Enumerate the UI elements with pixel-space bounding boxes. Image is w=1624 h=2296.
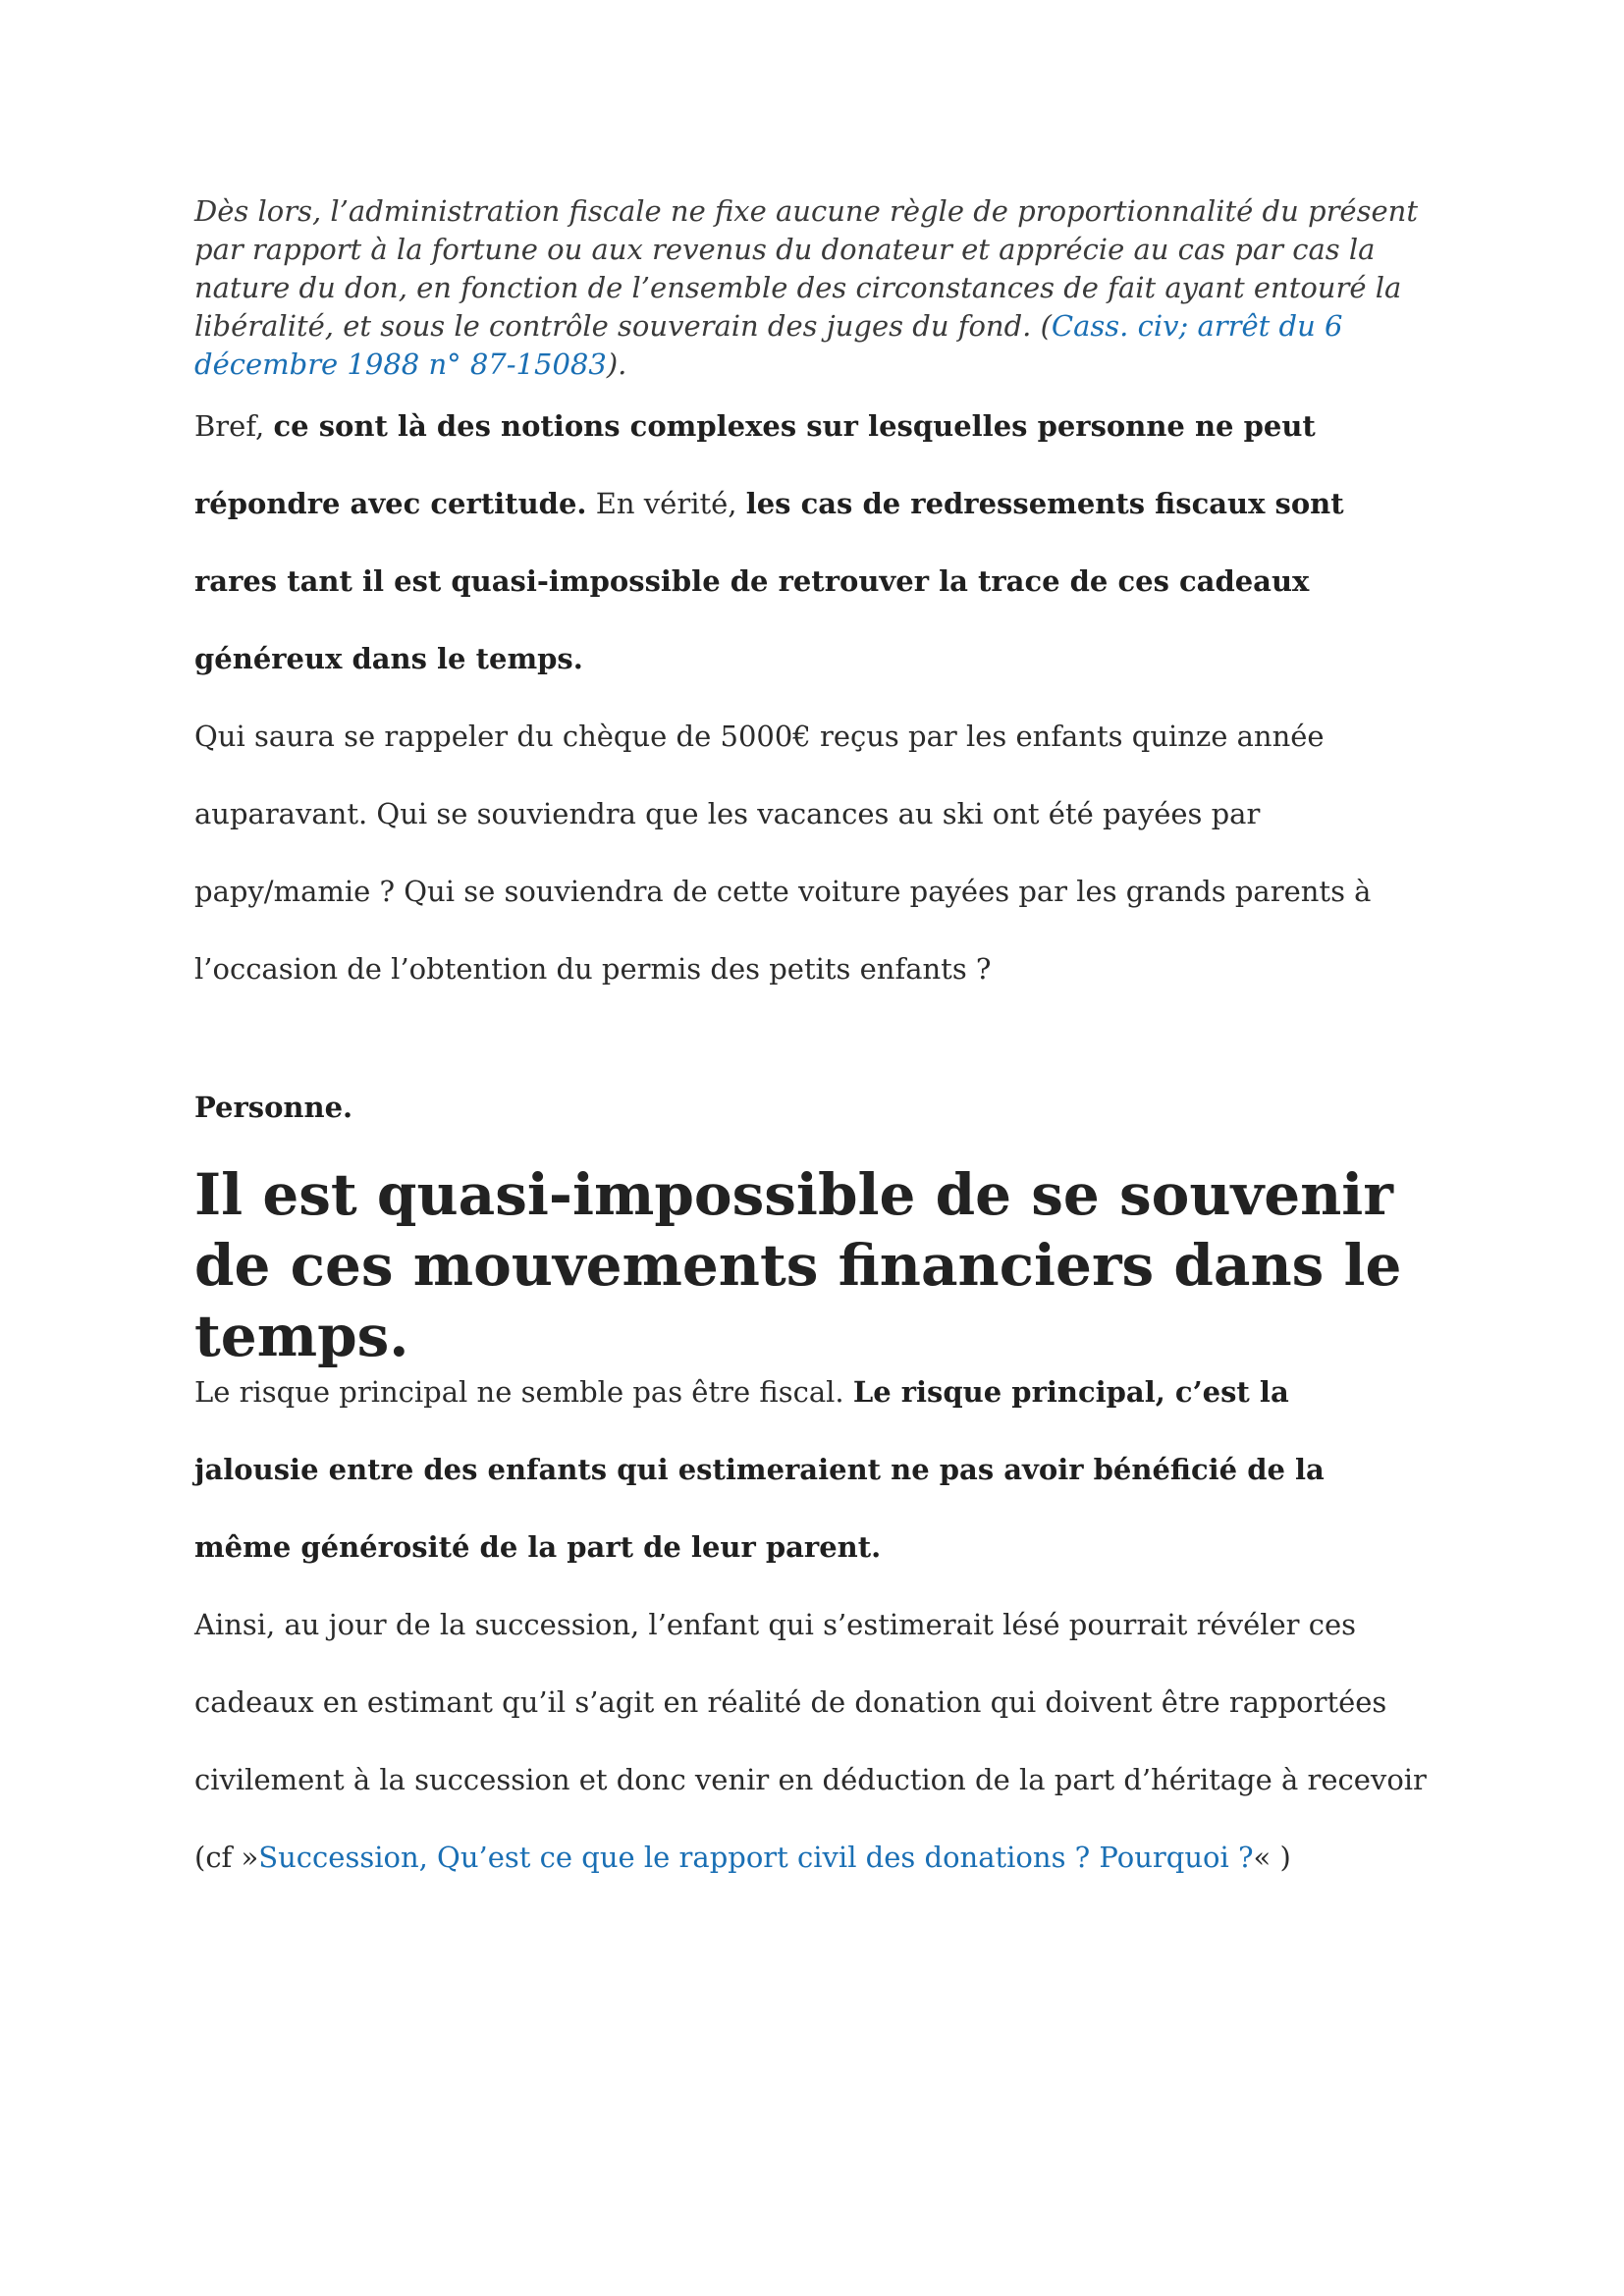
bref-paragraph — [194, 388, 1402, 698]
souvenir-paragraph: Qui saura se rappeler du chèque de 5000€ reçus par les enfants quinze année auparavant. Qui se souviendra que les vacances au ski ont été payées par papy/mamie ? Qui se souviendra de cette voiture payées par les grands parents à l’occasion de l’obtention du permis des petits enfants ? — [194, 720, 1372, 986]
risque-text: Le risque principal ne semble pas être fiscal. — [194, 1375, 853, 1409]
ainsi-paragraph — [194, 1586, 1441, 1896]
quote-end: ). — [606, 347, 627, 381]
quote-text: Dès lors, l’administration fiscale ne fixe aucune règle de proportionnalité du présent par rapport à la fortune ou aux revenus du donateur et apprécie au cas par cas la nature du don, en fonction de l’ensemble des circonstances de fait ayant entouré la libéralité, et sous le contrôle souverain des juges du fond. ( — [194, 194, 1418, 343]
personne-text: Personne. — [194, 1091, 353, 1124]
bref-text-2: En vérité, — [586, 487, 746, 520]
bref-bold-2: les cas de redressements fiscaux sont rares tant il est quasi-impossible de retrouver la trace de ces cadeaux généreux dans le temps. — [194, 487, 1344, 675]
cass-civ-link[interactable]: Cass. civ; arrêt du 6 décembre 1988 n° 87-15083 — [194, 309, 1343, 381]
bref-text: Bref, — [194, 409, 274, 443]
document-page — [194, 192, 1441, 1896]
ainsi-text: Ainsi, au jour de la succession, l’enfant qui s’estimerait lésé pourrait révéler ces cadeaux en estimant qu’il s’agit en réalité de donation qui doivent être rapportées civilement à la succession et donc venir en déduction de la part d’héritage à recevoir (cf » — [194, 1608, 1427, 1874]
risque-bold: Le risque principal, c’est la jalousie entre des enfants qui estimeraient ne pas avoir bénéficié de la même générosité de la part de leur parent. — [194, 1375, 1325, 1564]
rapport-civil-link[interactable]: Succession, Qu’est ce que le rapport civil des donations ? Pourquoi ? — [258, 1841, 1254, 1874]
quote-paragraph — [194, 192, 1441, 384]
section-heading: Il est quasi-impossible de se souvenir de ces mouvements financiers dans le temps. — [194, 1161, 1402, 1369]
ainsi-end: « ) — [1253, 1841, 1291, 1874]
risque-paragraph — [194, 1354, 1402, 1586]
bref-bold-1: ce sont là des notions complexes sur lesquelles personne ne peut répondre avec certitude. — [194, 409, 1316, 520]
